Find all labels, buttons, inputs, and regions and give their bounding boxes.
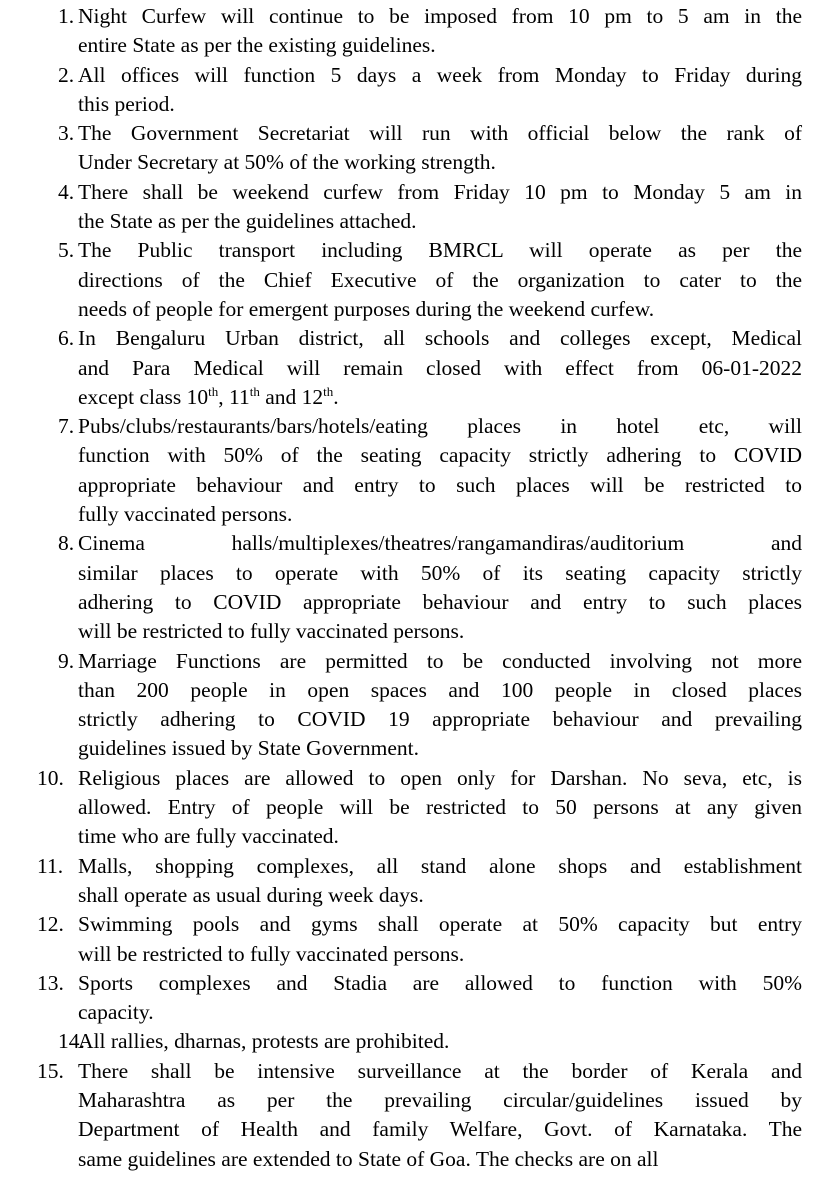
text-line: Department of Health and family Welfare, Govt. of Karnataka. The [78, 1117, 802, 1142]
guideline-text [78, 764, 802, 852]
text-line: Marriage Functions are permitted to be conducted involving not more [78, 648, 802, 673]
guideline-number: 8. [58, 531, 75, 556]
text-line: will be restricted to fully vaccinated persons. [78, 619, 465, 644]
text-fragment: except class 10 [78, 384, 209, 409]
text-line: Cinema halls/multiplexes/theatres/rangamandiras/auditorium and [78, 531, 802, 556]
text-line: directions of the Chief Executive of the organization to cater to the [78, 267, 802, 292]
text-line: strictly adhering to COVID 19 appropriate behaviour and prevailing [78, 707, 802, 732]
guideline-text [78, 529, 802, 646]
text-line: than 200 people in open spaces and 100 people in closed places [78, 677, 802, 702]
guideline-text [78, 236, 802, 324]
text-line: will be restricted to fully vaccinated persons. [78, 941, 465, 966]
text-fragment: and 12 [259, 384, 324, 409]
text-line: In Bengaluru Urban district, all schools and colleges except, Medical [78, 326, 802, 351]
text-line: allowed. Entry of people will be restricted to 50 persons at any given [78, 795, 802, 820]
guideline-item [0, 2, 836, 61]
guideline-text [78, 119, 802, 178]
guideline-number: 1. [58, 4, 75, 28]
guideline-text [78, 1027, 802, 1056]
guideline-item [0, 529, 836, 646]
guideline-item [0, 852, 836, 911]
text-line: shall operate as usual during week days. [78, 882, 424, 907]
text-line: The Government Secretariat will run with official below the rank of [78, 121, 802, 146]
guideline-number: 11. [37, 853, 64, 878]
guideline-text [78, 61, 802, 120]
text-line: this period. [78, 91, 175, 116]
text-line: Under Secretary at 50% of the working strength. [78, 150, 496, 175]
guideline-text [78, 324, 802, 412]
guideline-text [78, 910, 802, 969]
guideline-item [0, 910, 836, 969]
guideline-number: 13. [37, 970, 64, 995]
text-line: Sports complexes and Stadia are allowed to function with 50% [78, 970, 802, 995]
guideline-number: 4. [58, 179, 75, 204]
guideline-list [0, 2, 836, 1174]
guideline-number: 14. [58, 1029, 85, 1054]
text-line: Swimming pools and gyms shall operate at 50% capacity but entry [78, 912, 802, 937]
text-line: the State as per the guidelines attached. [78, 209, 417, 234]
text-line: similar places to operate with 50% of its seating capacity strictly [78, 560, 802, 585]
guideline-number: 6. [58, 326, 75, 351]
text-line: Religious places are allowed to open only for Darshan. No seva, etc, is [78, 765, 802, 790]
guideline-text [78, 647, 802, 764]
text-line: Pubs/clubs/restaurants/bars/hotels/eating places in hotel etc, will [78, 414, 802, 439]
text-line: guidelines issued by State Government. [78, 736, 419, 761]
guideline-text [78, 178, 802, 237]
guideline-item [0, 178, 836, 237]
guideline-number: 3. [58, 121, 75, 146]
guideline-item [0, 324, 836, 412]
text-line: All offices will function 5 days a week from Monday to Friday during [78, 62, 802, 87]
guideline-text [78, 852, 802, 911]
text-line: Malls, shopping complexes, all stand alone shops and establishment [78, 853, 802, 878]
text-line: function with 50% of the seating capacity strictly adhering to COVID [78, 443, 802, 468]
text-line: The Public transport including BMRCL will operate as per the [78, 238, 802, 263]
text-line: entire State as per the existing guidelines. [78, 33, 436, 58]
text-line [78, 383, 802, 412]
text-line: Night Curfew will continue to be imposed from 10 pm to 5 am in the [78, 4, 802, 28]
guideline-item [0, 1057, 836, 1174]
text-line: same guidelines are extended to State of Goa. The checks are on all [78, 1146, 659, 1171]
text-line: capacity. [78, 1000, 154, 1025]
ordinal-suffix: th [249, 383, 260, 399]
text-line: There shall be intensive surveillance at the border of Kerala and [78, 1058, 802, 1083]
guideline-item [0, 119, 836, 178]
guideline-text [78, 969, 802, 1028]
guideline-item [0, 236, 836, 324]
guideline-item [0, 764, 836, 852]
text-line: There shall be weekend curfew from Friday 10 pm to Monday 5 am in [78, 179, 802, 204]
ordinal-suffix: th [323, 383, 334, 399]
ordinal-suffix: th [208, 383, 219, 399]
guideline-item [0, 412, 836, 529]
text-line: and Para Medical will remain closed with effect from 06-01-2022 [78, 355, 802, 380]
guideline-item [0, 969, 836, 1028]
guideline-number: 12. [37, 912, 64, 937]
guideline-number: 9. [58, 648, 75, 673]
guideline-item [0, 1027, 836, 1056]
guideline-item [0, 61, 836, 120]
guideline-number: 2. [58, 62, 75, 87]
text-line: time who are fully vaccinated. [78, 824, 339, 849]
text-line: appropriate behaviour and entry to such places will be restricted to [78, 472, 802, 497]
guideline-text [78, 1057, 802, 1174]
text-line: needs of people for emergent purposes during the weekend curfew. [78, 296, 655, 321]
guideline-number: 5. [58, 238, 75, 263]
text-line: All rallies, dharnas, protests are prohibited. [78, 1029, 450, 1054]
text-line: Maharashtra as per the prevailing circular/guidelines issued by [78, 1087, 802, 1112]
guideline-text [78, 2, 802, 61]
text-fragment: , 11 [218, 384, 250, 409]
guideline-number: 7. [58, 414, 75, 439]
text-line: adhering to COVID appropriate behaviour and entry to such places [78, 589, 802, 614]
guideline-text [78, 412, 802, 529]
guideline-number: 10. [37, 765, 64, 790]
guideline-item [0, 647, 836, 764]
guideline-number: 15. [37, 1058, 64, 1083]
text-fragment: . [333, 384, 339, 409]
text-line: fully vaccinated persons. [78, 502, 293, 527]
